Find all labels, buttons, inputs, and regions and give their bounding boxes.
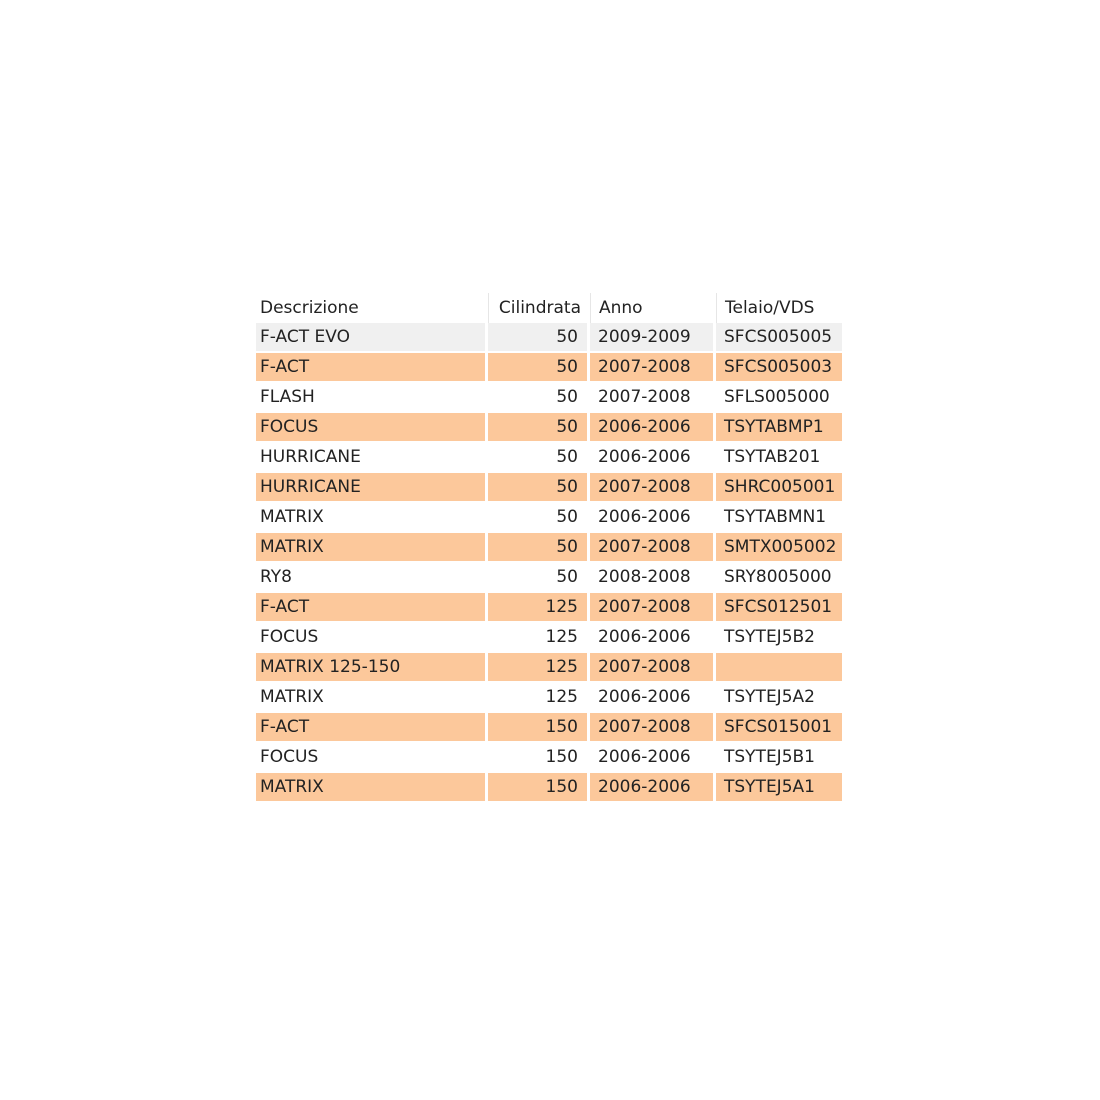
column-header-descrizione[interactable]: Descrizione bbox=[256, 293, 485, 323]
cell-descrizione: HURRICANE bbox=[256, 443, 485, 471]
cell-telaio: SFCS015001 bbox=[716, 713, 842, 741]
cell-telaio: SFLS005000 bbox=[716, 383, 842, 411]
cell-anno: 2006-2006 bbox=[590, 683, 713, 711]
cell-cilindrata: 150 bbox=[488, 713, 587, 741]
cell-descrizione: MATRIX bbox=[256, 683, 485, 711]
cell-descrizione: FOCUS bbox=[256, 623, 485, 651]
cell-anno: 2007-2008 bbox=[590, 653, 713, 681]
cell-telaio: SFCS012501 bbox=[716, 593, 842, 621]
cell-anno: 2007-2008 bbox=[590, 533, 713, 561]
table-row[interactable] bbox=[256, 563, 842, 593]
cell-anno: 2007-2008 bbox=[590, 593, 713, 621]
column-header-telaio[interactable]: Telaio/VDS bbox=[716, 293, 842, 323]
cell-cilindrata: 125 bbox=[488, 683, 587, 711]
table-row[interactable] bbox=[256, 413, 842, 443]
table-row[interactable] bbox=[256, 473, 842, 503]
cell-cilindrata: 50 bbox=[488, 353, 587, 381]
cell-cilindrata: 50 bbox=[488, 563, 587, 591]
cell-telaio: SHRC005001 bbox=[716, 473, 842, 501]
cell-anno: 2008-2008 bbox=[590, 563, 713, 591]
cell-descrizione: FLASH bbox=[256, 383, 485, 411]
cell-cilindrata: 50 bbox=[488, 413, 587, 441]
cell-anno: 2006-2006 bbox=[590, 773, 713, 801]
cell-descrizione: HURRICANE bbox=[256, 473, 485, 501]
cell-descrizione: FOCUS bbox=[256, 743, 485, 771]
cell-anno: 2007-2008 bbox=[590, 353, 713, 381]
cell-telaio: SFCS005005 bbox=[716, 323, 842, 351]
cell-descrizione: F-ACT bbox=[256, 353, 485, 381]
table-row[interactable] bbox=[256, 713, 842, 743]
table-row[interactable] bbox=[256, 623, 842, 653]
cell-descrizione: MATRIX bbox=[256, 533, 485, 561]
cell-telaio: TSYTABMN1 bbox=[716, 503, 842, 531]
cell-anno: 2006-2006 bbox=[590, 743, 713, 771]
cell-cilindrata: 125 bbox=[488, 653, 587, 681]
table-row[interactable] bbox=[256, 533, 842, 563]
cell-descrizione: RY8 bbox=[256, 563, 485, 591]
table-row[interactable] bbox=[256, 743, 842, 773]
cell-telaio: TSYTEJ5A1 bbox=[716, 773, 842, 801]
table-row[interactable] bbox=[256, 353, 842, 383]
cell-cilindrata: 50 bbox=[488, 473, 587, 501]
cell-descrizione: MATRIX bbox=[256, 773, 485, 801]
table-row[interactable] bbox=[256, 653, 842, 683]
cell-anno: 2009-2009 bbox=[590, 323, 713, 351]
table-row[interactable] bbox=[256, 593, 842, 623]
cell-anno: 2007-2008 bbox=[590, 473, 713, 501]
table-body bbox=[256, 323, 842, 803]
column-header-cilindrata[interactable]: Cilindrata bbox=[488, 293, 587, 323]
cell-telaio: SFCS005003 bbox=[716, 353, 842, 381]
cell-telaio: SRY8005000 bbox=[716, 563, 842, 591]
cell-telaio: TSYTABMP1 bbox=[716, 413, 842, 441]
cell-anno: 2006-2006 bbox=[590, 413, 713, 441]
cell-telaio bbox=[716, 653, 842, 681]
table-row[interactable] bbox=[256, 503, 842, 533]
cell-cilindrata: 150 bbox=[488, 773, 587, 801]
cell-cilindrata: 50 bbox=[488, 323, 587, 351]
table-row[interactable] bbox=[256, 773, 842, 803]
cell-telaio: TSYTAB201 bbox=[716, 443, 842, 471]
cell-anno: 2006-2006 bbox=[590, 503, 713, 531]
column-header-anno[interactable]: Anno bbox=[590, 293, 713, 323]
cell-cilindrata: 50 bbox=[488, 533, 587, 561]
cell-telaio: TSYTEJ5B1 bbox=[716, 743, 842, 771]
table-row[interactable] bbox=[256, 443, 842, 473]
cell-cilindrata: 50 bbox=[488, 503, 587, 531]
cell-descrizione: FOCUS bbox=[256, 413, 485, 441]
cell-anno: 2006-2006 bbox=[590, 443, 713, 471]
cell-telaio: TSYTEJ5B2 bbox=[716, 623, 842, 651]
cell-anno: 2007-2008 bbox=[590, 383, 713, 411]
cell-cilindrata: 125 bbox=[488, 593, 587, 621]
cell-cilindrata: 50 bbox=[488, 443, 587, 471]
compatibility-table bbox=[256, 293, 842, 803]
table-row[interactable] bbox=[256, 323, 842, 353]
cell-cilindrata: 150 bbox=[488, 743, 587, 771]
table-header-row bbox=[256, 293, 842, 323]
cell-anno: 2007-2008 bbox=[590, 713, 713, 741]
cell-telaio: SMTX005002 bbox=[716, 533, 842, 561]
cell-descrizione: F-ACT bbox=[256, 713, 485, 741]
cell-anno: 2006-2006 bbox=[590, 623, 713, 651]
cell-descrizione: MATRIX bbox=[256, 503, 485, 531]
table-row[interactable] bbox=[256, 383, 842, 413]
cell-cilindrata: 125 bbox=[488, 623, 587, 651]
table-row[interactable] bbox=[256, 683, 842, 713]
cell-telaio: TSYTEJ5A2 bbox=[716, 683, 842, 711]
cell-cilindrata: 50 bbox=[488, 383, 587, 411]
cell-descrizione: F-ACT bbox=[256, 593, 485, 621]
cell-descrizione: MATRIX 125-150 bbox=[256, 653, 485, 681]
cell-descrizione: F-ACT EVO bbox=[256, 323, 485, 351]
